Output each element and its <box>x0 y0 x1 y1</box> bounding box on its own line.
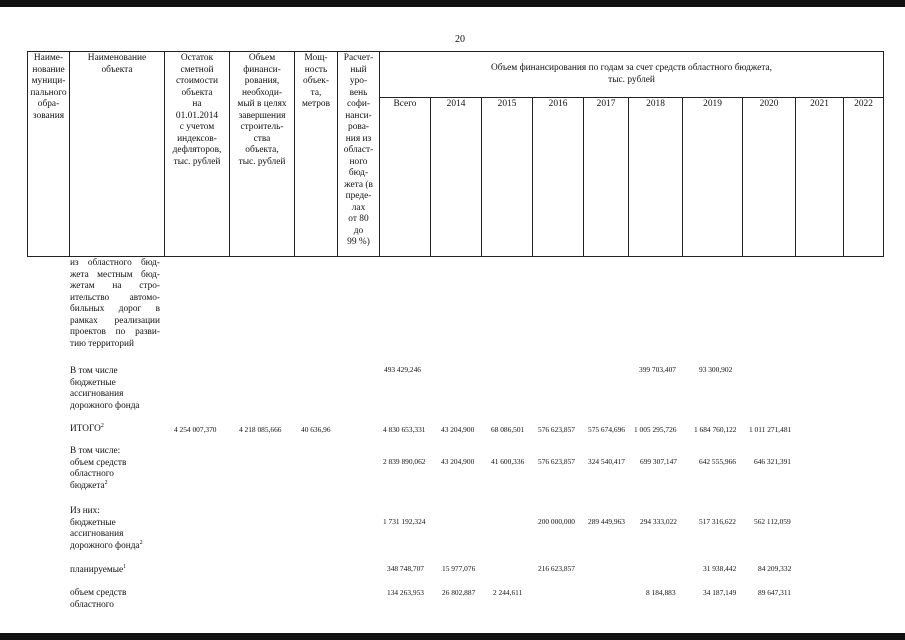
cell-total: 348 748,707 <box>387 564 424 573</box>
cell-2018: 699 307,147 <box>640 457 677 466</box>
cell-total: 2 839 890,062 <box>383 457 426 466</box>
cell-2015: 2 244,611 <box>493 588 523 597</box>
cell-2017: 575 674,696 <box>588 425 625 434</box>
cell-capacity: 40 636,96 <box>301 425 331 434</box>
cell-2019: 34 187,149 <box>703 588 737 597</box>
cell-2016: 576 623,857 <box>538 425 575 434</box>
cell-2016: 216 623,857 <box>538 564 575 573</box>
header-balance: Остаток сметной стоимости объекта на 01.01.2014 с учетом индексов- дефляторов, тыс. рублей <box>165 52 230 257</box>
row-label: В том числе бюджетные ассигнования дорожного фонда <box>70 366 140 411</box>
header-year-2020: 2020 <box>743 98 796 257</box>
cell-total: 134 263,953 <box>387 588 424 597</box>
cell-2019: 517 316,622 <box>699 517 736 526</box>
header-table <box>27 51 884 257</box>
header-year-2019: 2019 <box>683 98 743 257</box>
cell-2016: 200 000,000 <box>538 517 575 526</box>
cell-2020: 84 209,332 <box>758 564 792 573</box>
cell-2018: 1 005 295,726 <box>634 425 677 434</box>
bottom-scan-border <box>0 633 905 640</box>
cell-2019: 1 684 760,122 <box>694 425 737 434</box>
header-year-2017: 2017 <box>584 98 629 257</box>
header-year-2015: 2015 <box>482 98 533 257</box>
cell-2018: 294 333,022 <box>640 517 677 526</box>
cell-2014: 43 204,900 <box>441 457 475 466</box>
row-label: ИТОГО$^2$ <box>70 422 104 434</box>
cell-2018: 8 184,883 <box>646 588 676 597</box>
cell-2020: 1 011 271,481 <box>749 425 792 434</box>
header-year-2018: 2018 <box>629 98 683 257</box>
cell-total: 1 731 192,324 <box>383 517 426 526</box>
cell-2019: 642 555,966 <box>699 457 736 466</box>
intro-text: из областного бюд-жета местным бюд-жетам на стро-ительство автомо-бильных дорог в рамках реализации проектов по разви-тию территорий <box>70 258 160 349</box>
cell-volume: 4 218 085,666 <box>239 425 282 434</box>
cell-2020: 646 321,391 <box>754 457 791 466</box>
cell-2017: 289 449,963 <box>588 517 625 526</box>
cell-total: 493 429,246 <box>384 365 421 374</box>
header-cofinancing-level: Расчет- ный уро- вень софи- нанси- рова- ния из област- ного бюд- жета (в преде- лах от 80 до 99 %) <box>338 52 380 257</box>
cell-2020: 89 647,311 <box>758 588 791 597</box>
row-label: Из них: бюджетные ассигнования дорожного фонда$^2$ <box>70 506 143 551</box>
top-scan-border <box>0 0 905 7</box>
header-year-total: Всего <box>380 98 431 257</box>
cell-2019: 31 938,442 <box>703 564 737 573</box>
cell-2014: 15 977,076 <box>442 564 476 573</box>
header-financing-volume: Объем финанси- рования, необходи- мый в целях завершения строитель- ства объекта, тыс. рублей <box>230 52 295 257</box>
header-year-2021: 2021 <box>796 98 844 257</box>
cell-total: 4 830 653,331 <box>383 425 426 434</box>
row-label: В том числе: объем средств областного бюджета$^2$ <box>70 446 127 491</box>
cell-2015: 68 086,501 <box>491 425 525 434</box>
header-object-name: Наименование объекта <box>70 52 165 257</box>
cell-2015: 41 600,336 <box>491 457 525 466</box>
page-number: 20 <box>455 34 465 45</box>
header-year-2022: 2022 <box>844 98 884 257</box>
cell-balance: 4 254 007,370 <box>174 425 217 434</box>
header-capacity: Мощ- ность объек- та, метров <box>295 52 338 257</box>
cell-2018: 399 703,407 <box>639 365 676 374</box>
cell-2014: 26 802,887 <box>442 588 476 597</box>
row-label: объем средств областного <box>70 588 127 610</box>
cell-2017: 324 540,417 <box>588 457 625 466</box>
cell-2014: 43 204,900 <box>441 425 475 434</box>
header-years-group: Объем финансирования по годам за счет средств областного бюджета, тыс. рублей <box>380 52 884 98</box>
cell-2020: 562 112,059 <box>754 517 791 526</box>
header-municipality: Наиме- нование муници- пального обра- зования <box>28 52 70 257</box>
cell-2016: 576 623,857 <box>538 457 575 466</box>
cell-2019: 93 300,902 <box>699 365 733 374</box>
header-year-2016: 2016 <box>533 98 584 257</box>
header-year-2014: 2014 <box>431 98 482 257</box>
row-label: планируемые$^1$ <box>70 563 127 575</box>
